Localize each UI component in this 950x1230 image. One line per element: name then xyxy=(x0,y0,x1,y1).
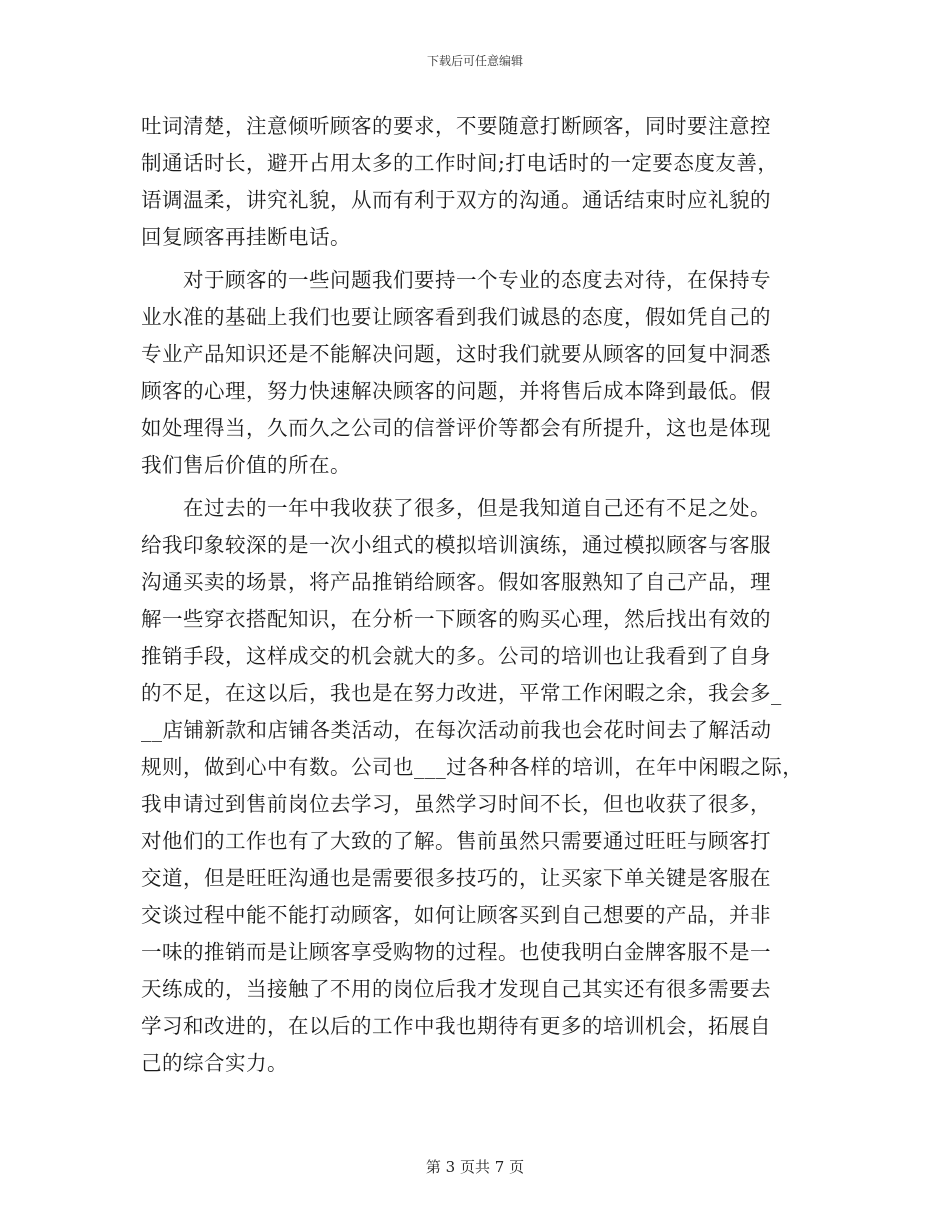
text-line: 制通话时长，避开占用太多的工作时间;打电话时的一定要态度友善， xyxy=(141,151,779,175)
text-line: 顾客的心理，努力快速解决顾客的问题，并将售后成本降到最低。假 xyxy=(141,379,771,403)
text-line: __店铺新款和店铺各类活动，在每次活动前我也会花时间去了解活动 xyxy=(141,718,772,742)
text-line: 业水准的基础上我们也要让顾客看到我们诚恳的态度，假如凭自己的 xyxy=(141,305,771,329)
text-line: 语调温柔，讲究礼貌，从而有利于双方的沟通。通话结束时应礼貌的 xyxy=(141,188,771,212)
text-line: 交道，但是旺旺沟通也是需要很多技巧的，让买家下单关键是客服在 xyxy=(141,866,771,890)
text-line: 在过去的一年中我收获了很多，但是我知道自己还有不足之处。 xyxy=(183,496,771,520)
text-line: 回复顾客再挂断电话。 xyxy=(141,225,351,249)
text-line: 吐词清楚，注意倾听顾客的要求，不要随意打断顾客，同时要注意控 xyxy=(141,114,771,138)
text-line: 己的综合实力。 xyxy=(141,1051,288,1075)
paragraph-3 xyxy=(141,490,821,1082)
text-line: 对他们的工作也有了大致的了解。售前虽然只需要通过旺旺与顾客打 xyxy=(141,829,771,853)
text-line: 学习和改进的，在以后的工作中我也期待有更多的培训机会，拓展自 xyxy=(141,1014,771,1038)
text-line: 解一些穿衣搭配知识，在分析一下顾客的购买心理，然后找出有效的 xyxy=(141,607,771,631)
paragraph-2 xyxy=(141,262,821,484)
text-line: 对于顾客的一些问题我们要持一个专业的态度去对待，在保持专 xyxy=(183,268,771,292)
text-line: 如处理得当，久而久之公司的信誉评价等都会有所提升，这也是体现 xyxy=(141,416,771,440)
page-number: 第 3 页共 7 页 xyxy=(425,1158,525,1176)
text-line: 我申请过到售前岗位去学习，虽然学习时间不长，但也收获了很多， xyxy=(141,792,771,816)
text-line: 一味的推销而是让顾客享受购物的过程。也使我明白金牌客服不是一 xyxy=(141,940,771,964)
text-line: 推销手段，这样成交的机会就大的多。公司的培训也让我看到了自身 xyxy=(141,644,771,668)
text-line: 专业产品知识还是不能解决问题，这时我们就要从顾客的回复中洞悉 xyxy=(141,342,771,366)
paragraph-1 xyxy=(141,108,821,256)
text-line: 天练成的，当接触了不用的岗位后我才发现自己其实还有很多需要去 xyxy=(141,977,771,1001)
text-line: 规则，做到心中有数。公司也___过各种各样的培训，在年中闲暇之际， xyxy=(141,755,804,779)
document-body xyxy=(141,108,821,1082)
text-line: 给我印象较深的是一次小组式的模拟培训演练，通过模拟顾客与客服 xyxy=(141,533,771,557)
page-header: 下载后可任意编辑 xyxy=(426,54,523,68)
text-line: 的不足，在这以后，我也是在努力改进，平常工作闲暇之余，我会多_ xyxy=(141,681,782,705)
text-line: 沟通买卖的场景，将产品推销给顾客。假如客服熟知了自己产品，理 xyxy=(141,570,771,594)
text-line: 我们售后价值的所在。 xyxy=(141,453,351,477)
text-line: 交谈过程中能不能打动顾客，如何让顾客买到自己想要的产品，并非 xyxy=(141,903,771,927)
